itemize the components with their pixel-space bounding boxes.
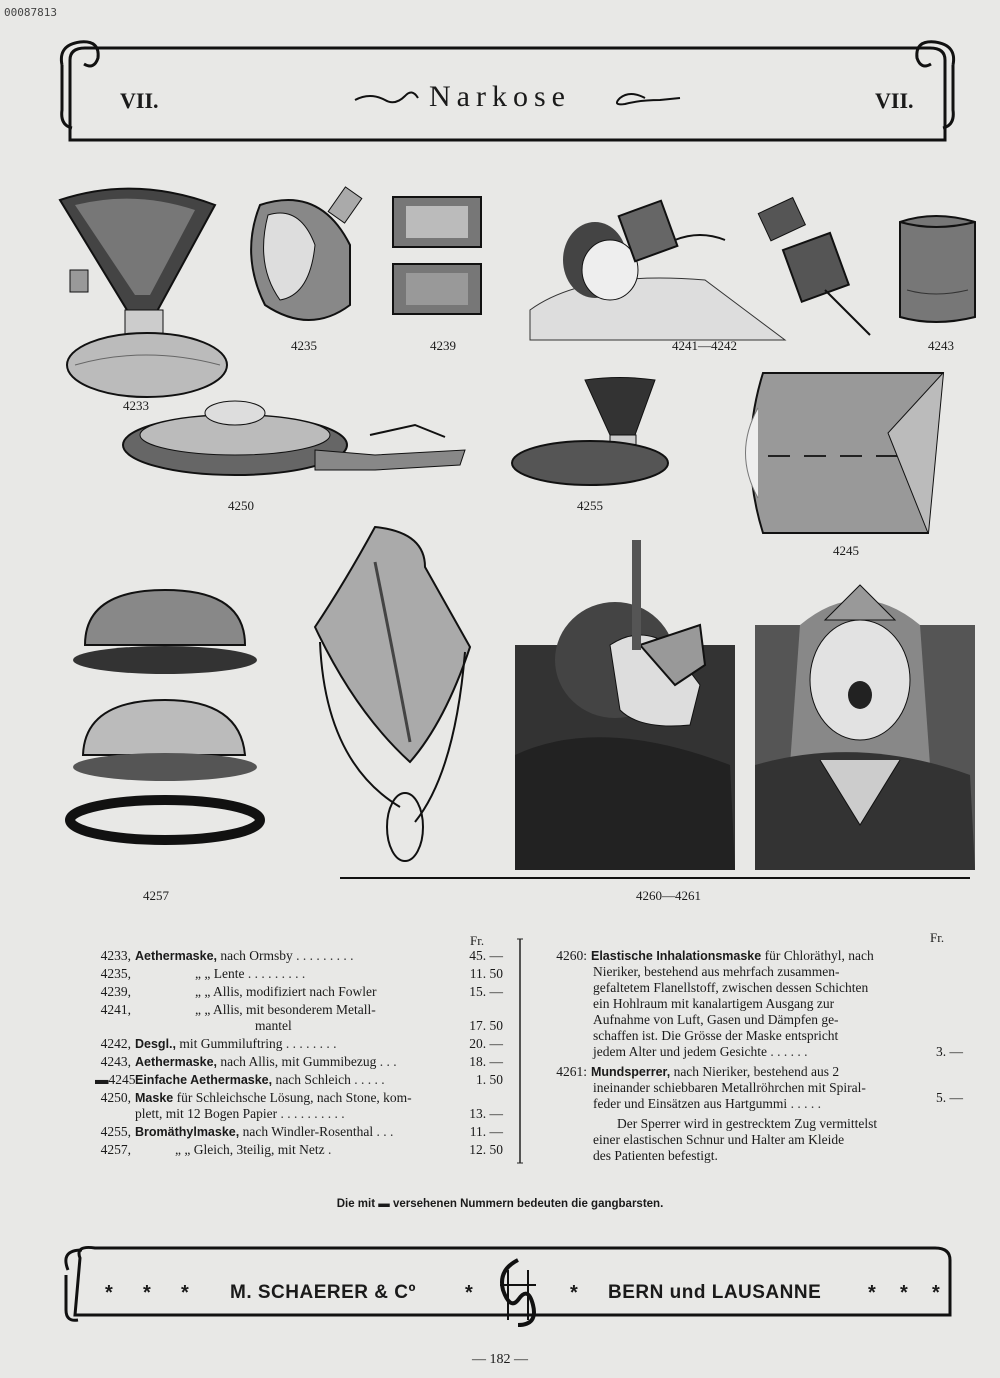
star-icon: * — [465, 1282, 473, 1304]
currency-header-left: Fr. — [470, 933, 485, 948]
patients-with-masks-illustration — [500, 535, 980, 875]
list-item-continued: mantel 17. 50 — [255, 1018, 503, 1033]
mask-4243-illustration — [895, 212, 980, 324]
figure-label-4260-4261: 4260—4261 — [636, 888, 701, 903]
section-number-right: VII. — [875, 88, 914, 113]
price: 5. — — [936, 1090, 963, 1105]
figure-label-4241-4242: 4241—4242 — [672, 338, 737, 353]
list-item: 4250, Maske für Schleichsche Lösung, nach Stone, kom- — [100, 1090, 412, 1105]
description-line: Nieriker, bestehend aus mehrfach zusammen- — [593, 964, 840, 979]
cloth-mask-illustration — [305, 522, 485, 872]
figure-label-4250: 4250 — [228, 498, 254, 513]
figure-label-4257: 4257 — [143, 888, 169, 903]
mask-4257-illustration — [65, 585, 270, 860]
figure-label-4245: 4245 — [833, 543, 859, 558]
star-icon: * — [932, 1282, 940, 1304]
list-item: 4260: Elastische Inhalationsmaske für Chloräthyl, nach — [556, 948, 874, 963]
mask-4241-4242-illustration — [525, 190, 885, 340]
company-name: M. SCHAERER & Cº — [230, 1282, 416, 1303]
mask-4245-illustration — [728, 368, 958, 538]
figure-label-4243: 4243 — [928, 338, 954, 353]
star-icon: * — [143, 1282, 151, 1304]
price-list-right — [545, 948, 965, 1168]
mask-4255-illustration — [510, 375, 675, 490]
figure-label-4233: 4233 — [123, 398, 149, 413]
list-item: 4242, Desgl., mit Gummiluftring . . . . . . . . 20. — — [100, 1036, 503, 1051]
star-icon: * — [105, 1282, 113, 1304]
currency-header-right: Fr. — [930, 930, 945, 945]
list-item: 4255, Bromäthylmaske, nach Windler-Rosenthal . . . 11. — — [100, 1124, 503, 1139]
description-line: Aufnahme von Luft, Gasen und Dämpfen ge- — [593, 1012, 839, 1027]
note-line: des Patienten befestigt. — [593, 1148, 718, 1163]
star-icon: * — [868, 1282, 876, 1304]
list-item: 4243, Aethermaske, nach Allis, mit Gummibezug . . . 18. — — [100, 1054, 503, 1069]
list-item: 4261: Mundsperrer, nach Nieriker, bestehend aus 2 — [556, 1064, 840, 1079]
mask-4233-illustration — [55, 185, 225, 395]
description-line: schaffen ist. Die Grösse der Maske entspricht — [593, 1028, 839, 1043]
note-line: Der Sperrer wird in gestrecktem Zug vermittelst — [617, 1116, 878, 1131]
list-item: 4239, „ „ Allis, modifiziert nach Fowler 15. — — [100, 984, 503, 999]
description-line: ineinander schiebbaren Metallröhrchen mit Spiral- — [593, 1080, 866, 1095]
column-divider — [513, 935, 527, 1167]
footnote: Die mit ▬ versehenen Nummern bedeuten die gangbarsten. — [336, 1198, 664, 1210]
mask-4235-illustration — [240, 185, 365, 335]
description-line: ein Hohlraum mit kanalartigem Ausgang zur — [593, 996, 835, 1011]
price-list-left — [95, 948, 503, 1168]
figure-label-4239: 4239 — [430, 338, 456, 353]
list-item: ▬4245.Einfache Aethermaske, nach Schleich . . . . . 1. 50 — [95, 1072, 503, 1087]
page-number: — 182 — — [472, 1352, 528, 1367]
figure-label-4235: 4235 — [291, 338, 317, 353]
list-item: 4233, Aethermaske, nach Ormsby . . . . . . . . . 45. — — [100, 948, 503, 963]
description-line: feder und Einsätzen aus Hartgummi . . . . . — [593, 1096, 821, 1111]
mask-4250-illustration — [115, 395, 475, 495]
price: 3. — — [936, 1044, 963, 1059]
description-line: jedem Alter und jedem Gesichte . . . . . . — [593, 1044, 808, 1059]
description-line: gefaltetem Flanellstoff, zwischen dessen Schichten — [593, 980, 869, 995]
figure-label-4255: 4255 — [577, 498, 603, 513]
star-icon: * — [181, 1282, 189, 1304]
star-icon: * — [570, 1282, 578, 1304]
note-line: einer elastischen Schnur und Halter am Kleide — [593, 1132, 845, 1147]
mask-4239-illustration — [388, 192, 488, 327]
figure-rule — [340, 875, 970, 881]
page-title: Narkose — [429, 80, 571, 113]
company-location: BERN und LAUSANNE — [608, 1282, 822, 1303]
list-item-continued: plett, mit 12 Bogen Papier . . . . . . . . . . 13. — — [135, 1106, 503, 1121]
scan-id: 00087813 — [4, 6, 57, 19]
monogram-logo — [488, 1255, 548, 1330]
star-icon: * — [900, 1282, 908, 1304]
list-item: 4235, „ „ Lente . . . . . . . . . 11. 50 — [100, 966, 503, 981]
section-number-left: VII. — [120, 88, 159, 113]
list-item: 4241, „ „ Allis, mit besonderem Metall- — [100, 1002, 376, 1017]
list-item: 4257, „ „ Gleich, 3teilig, mit Netz . 12. 50 — [100, 1142, 503, 1157]
